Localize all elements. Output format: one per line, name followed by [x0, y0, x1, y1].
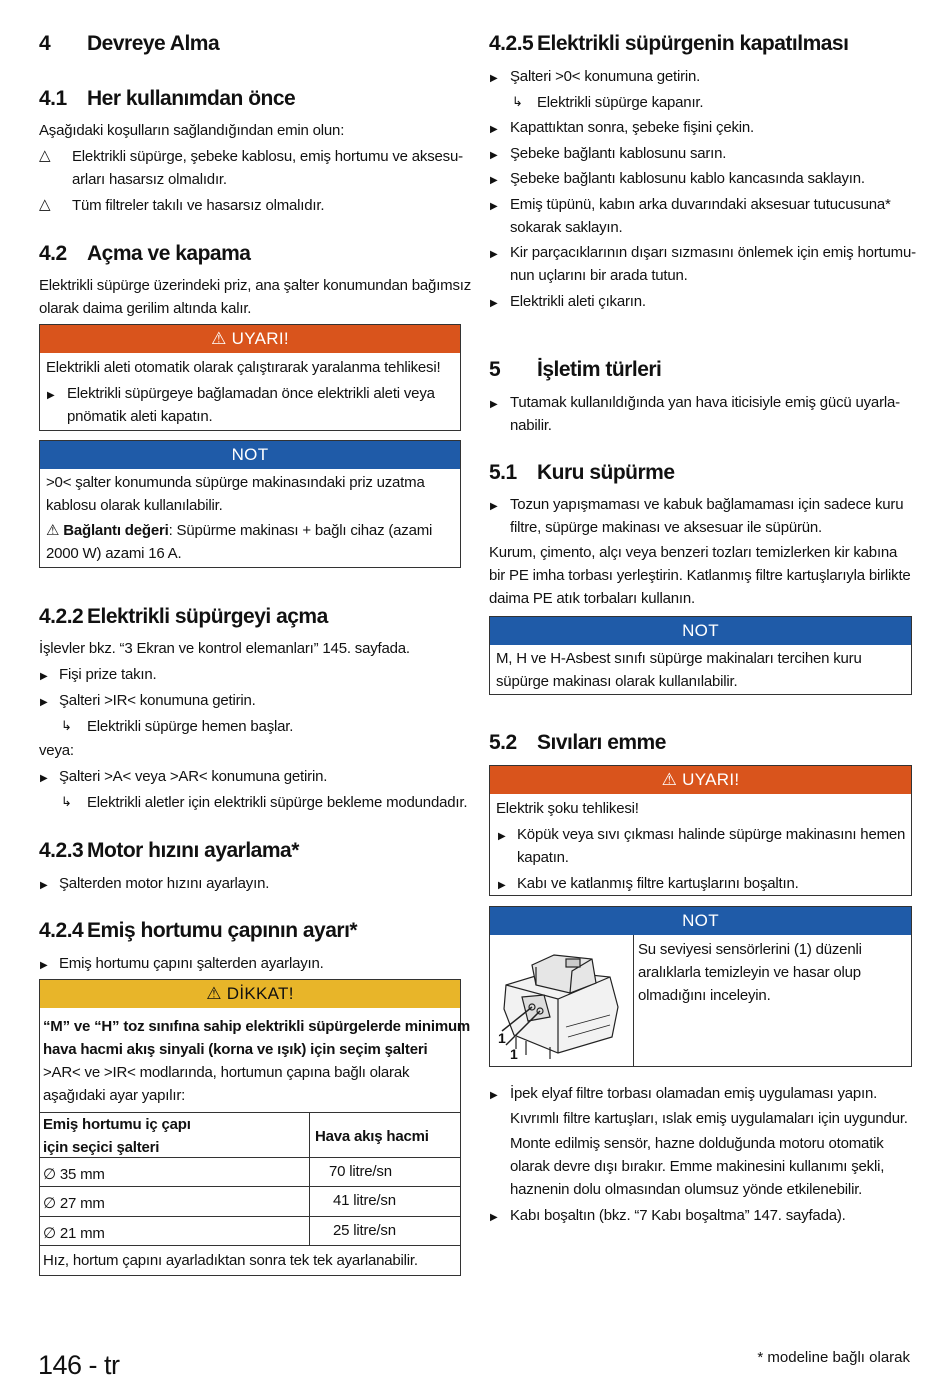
step-item: sokarak saklayın. — [510, 219, 623, 236]
note-box — [39, 440, 461, 568]
note-text: >0< şalter konumunda süpürge makinasındaki priz uzatma — [46, 474, 425, 491]
note-header: NOT — [490, 617, 911, 645]
result-arrow-icon: ↳ — [61, 718, 72, 733]
list-item: Tüm filtreler takılı ve hasarsız olmalıdır. — [72, 197, 325, 214]
result-item: Elektrikli aletler için elektrikli süpürge bekleme modundadır. — [87, 794, 468, 811]
step-item: Şalterden motor hızını ayarlayın. — [59, 875, 270, 892]
heading-4-2-4: 4.2.4 Emiş hortumu çapının ayarı* — [39, 919, 358, 942]
note-text: aralıklarla temizleyin ve hasar olup — [638, 964, 861, 981]
warning-bullet: Köpük veya sıvı çıkması halinde süpürge makinasını hemen — [517, 826, 906, 843]
note-header: NOT — [40, 441, 460, 469]
heading-5-2: 5.2 Sıvıları emme — [489, 731, 666, 754]
note-text: kablosu olarak kullanılabilir. — [46, 497, 223, 514]
step-item: filtre, süpürge makinası ve aksesuar ile süpürün. — [510, 519, 823, 536]
result-arrow-icon: ↳ — [512, 94, 523, 109]
step-item: Tutamak kullanıldığında yan hava iticisiyle emiş gücü uyarla- — [510, 394, 900, 411]
footnote: * modeline bağlı olarak — [757, 1349, 910, 1366]
step-item: Monte edilmiş sensör, hazne dolduğunda motoru otomatik — [510, 1135, 884, 1152]
bullet-arrow-icon: ▶ — [490, 399, 498, 410]
step-item: Fişi prize takın. — [59, 666, 157, 683]
step-item: olarak devre dışı bırakır. Emme makinesini kullanımı şekli, — [510, 1158, 885, 1175]
note-box — [489, 906, 912, 1067]
triangle-icon: △ — [39, 196, 51, 213]
bullet-arrow-icon: ▶ — [490, 1090, 498, 1101]
paragraph-line: veya: — [39, 742, 74, 759]
table-header: için seçici şalteri — [43, 1139, 160, 1156]
page-number: 146 - tr — [38, 1350, 120, 1380]
caution-text: aşağıdaki ayar yapılır: — [43, 1087, 186, 1104]
paragraph-line: bir PE imha torbası yerleştirin. Katlanmış filtre kartuşlarıyla birlikte — [489, 567, 911, 584]
heading-4-2: 4.2 Açma ve kapama — [39, 242, 251, 265]
table-cell: 70 litre/sn — [329, 1163, 392, 1180]
step-item: Şebeke bağlantı kablosunu kablo kancasında saklayın. — [510, 170, 865, 187]
callout-label: 1 — [510, 1046, 518, 1062]
note-header: NOT — [490, 907, 911, 935]
bullet-arrow-icon: ▶ — [40, 773, 48, 784]
warning-text: Elektrik şoku tehlikesi! — [496, 800, 639, 817]
warning-text: Elektrikli aleti otomatik olarak çalıştırarak yaralanma tehlikesi! — [46, 359, 441, 376]
bullet-arrow-icon: ▶ — [47, 390, 55, 401]
bullet-arrow-icon: ▶ — [490, 150, 498, 161]
triangle-icon: △ — [39, 147, 51, 164]
step-item: Emiş tüpünü, kabın arka duvarındaki aksesuar tutucusuna* — [510, 196, 891, 213]
table-footer: Hız, hortum çapını ayarladıktan sonra tek tek ayarlanabilir. — [43, 1252, 418, 1269]
table-cell: ∅ 21 mm — [43, 1225, 105, 1242]
note-text: olmadığını inceleyin. — [638, 987, 771, 1004]
warning-bullet: kapatın. — [517, 849, 569, 866]
step-item: Kapattıktan sonra, şebeke fişini çekin. — [510, 119, 755, 136]
step-item: nabilir. — [510, 417, 552, 434]
caution-header: ⚠ DİKKAT! — [40, 980, 460, 1008]
warning-box — [39, 324, 461, 431]
note-box — [489, 616, 912, 695]
caution-box — [39, 979, 471, 1276]
bullet-arrow-icon: ▶ — [490, 175, 498, 186]
vacuum-sensor-illustration — [492, 937, 632, 1065]
bullet-arrow-icon: ▶ — [40, 960, 48, 971]
warning-bullet: Kabı ve katlanmış filtre kartuşlarını boşaltın. — [517, 875, 799, 892]
caution-text: “M” ve “H” toz sınıfına sahip elektrikli süpürgelerde minimum — [43, 1018, 471, 1035]
warning-icon: ⚠ — [206, 984, 227, 1003]
step-item: Emiş hortumu çapını şalterden ayarlayın. — [59, 955, 324, 972]
heading-4-2-5: 4.2.5 Elektrikli süpürgenin kapatılması — [489, 32, 849, 55]
warning-icon: ⚠ — [661, 770, 683, 789]
caution-text: hava hacmi akış sinyali (korna ve ışık) için seçim şalteri — [43, 1041, 428, 1058]
result-item: Elektrikli süpürge hemen başlar. — [87, 718, 294, 735]
heading-4: 4 Devreye Alma — [39, 32, 220, 55]
table-header: Hava akış hacmi — [315, 1128, 429, 1145]
warning-icon: ⚠ — [46, 522, 64, 539]
bullet-arrow-icon: ▶ — [490, 249, 498, 260]
step-item: İpek elyaf filtre torbası olamadan emiş uygulaması yapın. — [510, 1085, 878, 1102]
bullet-arrow-icon: ▶ — [40, 880, 48, 891]
bullet-arrow-icon: ▶ — [40, 697, 48, 708]
step-item: nun uçlarını bir arada tutun. — [510, 267, 688, 284]
step-item: haznenin dolu olmasından olumsuz yönde etkilenebilir. — [510, 1181, 863, 1198]
caution-text: >AR< ve >IR< modlarında, hortumun çapına bağlı olarak — [43, 1064, 410, 1081]
warning-bullet: Elektrikli süpürgeye bağlamadan önce elektrikli aleti veya — [67, 385, 435, 402]
s41-intro: Aşağıdaki koşulların sağlandığından emin olun: — [39, 122, 345, 139]
paragraph-line: daima PE atık torbaları kullanın. — [489, 590, 696, 607]
warning-icon: ⚠ — [211, 329, 232, 348]
list-item: Elektrikli süpürge, şebeke kablosu, emiş hortumu ve aksesu- — [72, 148, 463, 165]
note-text: ⚠ Bağlantı değeri: Süpürme makinası + bağlı cihaz (azami — [46, 522, 433, 539]
note-text: Su seviyesi sensörlerini (1) düzenli — [638, 941, 862, 958]
result-item: Elektrikli süpürge kapanır. — [537, 94, 704, 111]
bullet-arrow-icon: ▶ — [490, 201, 498, 212]
step-item: Tozun yapışmaması ve kabuk bağlamaması için sadece kuru — [510, 496, 904, 513]
bullet-arrow-icon: ▶ — [498, 880, 506, 891]
bullet-arrow-icon: ▶ — [490, 124, 498, 135]
bullet-arrow-icon: ▶ — [490, 1212, 498, 1223]
step-item: Şalteri >IR< konumuna getirin. — [59, 692, 256, 709]
step-item: Şebeke bağlantı kablosunu sarın. — [510, 145, 727, 162]
warning-bullet: pnömatik aleti kapatın. — [67, 408, 213, 425]
note-text: süpürge makinası olarak kullanılabilir. — [496, 673, 738, 690]
warning-header: ⚠ UYARI! — [40, 325, 460, 353]
step-item: Elektrikli aleti çıkarın. — [510, 293, 646, 310]
bullet-arrow-icon: ▶ — [498, 831, 506, 842]
step-item: Kabı boşaltın (bkz. “7 Kabı boşaltma” 147. sayfada). — [510, 1207, 846, 1224]
list-item: arları hasarsız olmalıdır. — [72, 171, 227, 188]
callout-label: 1 — [498, 1030, 506, 1046]
warning-box — [489, 765, 912, 896]
table-cell: ∅ 27 mm — [43, 1195, 105, 1212]
step-item: Kir parçacıklarının dışarı sızmasını önlemek için emiş hortumu- — [510, 244, 916, 261]
step-item: Kıvrımlı filtre kartuşları, ıslak emiş uygulamaları için uygundur. — [510, 1110, 908, 1127]
bullet-arrow-icon: ▶ — [40, 671, 48, 682]
paragraph-line: Elektrikli süpürge üzerindeki priz, ana şalter konumundan bağımsız — [39, 277, 472, 294]
step-item: Şalteri >A< veya >AR< konumuna getirin. — [59, 768, 328, 785]
heading-4-1: 4.1 Her kullanımdan önce — [39, 87, 296, 110]
heading-5-1: 5.1 Kuru süpürme — [489, 461, 675, 484]
table-cell: 25 litre/sn — [333, 1222, 396, 1239]
note-text: M, H ve H-Asbest sınıfı süpürge makinaları tercihen kuru — [496, 650, 862, 667]
heading-5: 5 İşletim türleri — [489, 358, 662, 381]
paragraph-line: Kurum, çimento, alçı veya benzeri tozları temizlerken kir kabına — [489, 544, 898, 561]
heading-4-2-3: 4.2.3 Motor hızını ayarlama* — [39, 839, 299, 862]
paragraph-line: olarak daima gerilim altında kalır. — [39, 300, 252, 317]
bullet-arrow-icon: ▶ — [490, 298, 498, 309]
note-text: 2000 W) azami 16 A. — [46, 545, 182, 562]
bullet-arrow-icon: ▶ — [490, 501, 498, 512]
warning-header: ⚠ UYARI! — [490, 766, 911, 794]
bullet-arrow-icon: ▶ — [490, 73, 498, 84]
heading-4-2-2: 4.2.2 Elektrikli süpürgeyi açma — [39, 605, 328, 628]
table-cell: 41 litre/sn — [333, 1192, 396, 1209]
result-arrow-icon: ↳ — [61, 794, 72, 809]
table-cell: ∅ 35 mm — [43, 1166, 105, 1183]
table-header: Emiş hortumu iç çapı — [43, 1116, 191, 1133]
step-item: Şalteri >0< konumuna getirin. — [510, 68, 701, 85]
paragraph-line: İşlevler bkz. “3 Ekran ve kontrol elemanları” 145. sayfada. — [39, 640, 410, 657]
